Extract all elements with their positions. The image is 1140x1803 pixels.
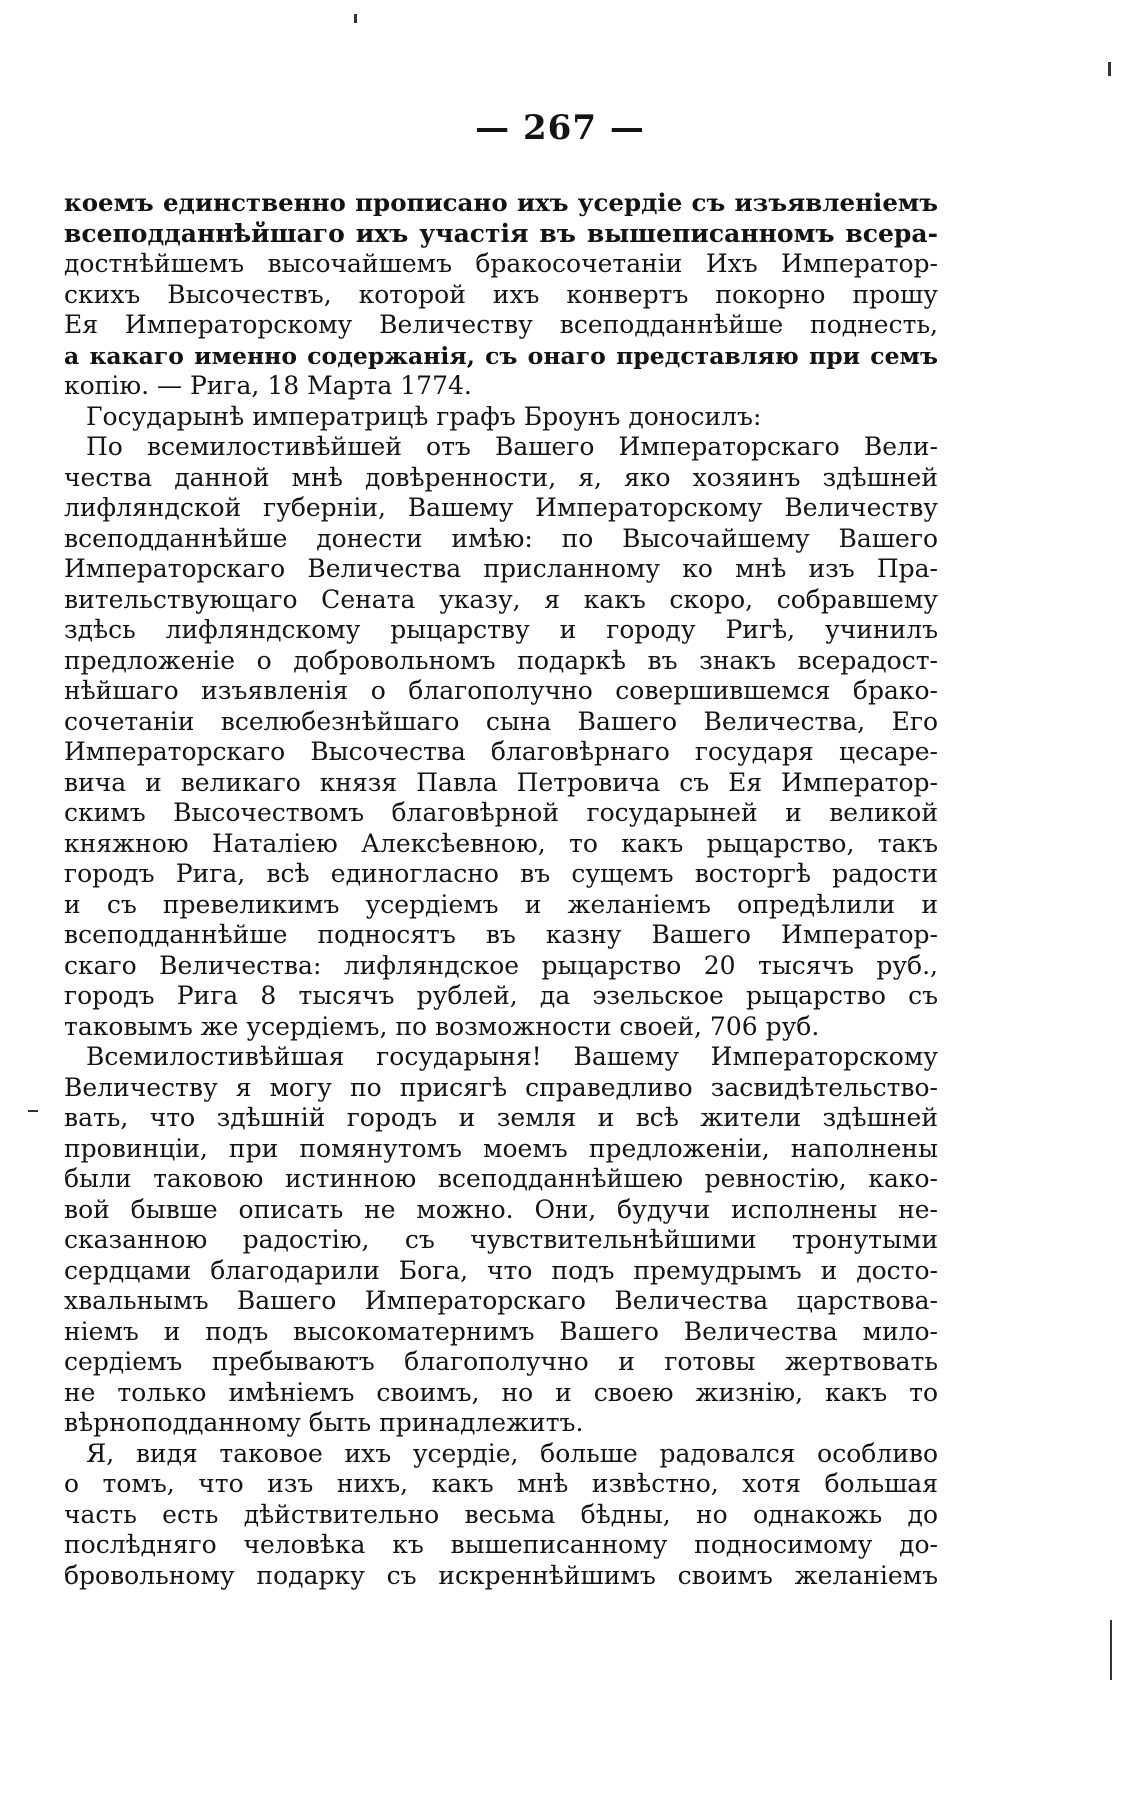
text-line: княжною Наталіею Алексѣевною, то какъ рыцарство, такъ xyxy=(64,828,938,858)
text-line: всеподданнѣйше подносятъ въ казну Вашего Император- xyxy=(64,920,938,949)
text-line: копію. — Рига, 18 Марта 1774. xyxy=(64,371,472,400)
scan-speck xyxy=(28,1110,38,1112)
text-line: вѣрноподданному быть принадлежитъ. xyxy=(64,1408,584,1437)
text-line: провинціи, при помянутомъ моемъ предложеніи, наполнены xyxy=(64,1133,938,1163)
text-line: сердцами благодарили Бога, что подъ премудрымъ и досто- xyxy=(64,1255,938,1285)
text-line: часть есть дѣйствительно весьма бѣдны, но однакожь до xyxy=(64,1499,938,1529)
text-line: Я, видя таковое ихъ усердіе, больше радовался особливо xyxy=(86,1438,938,1468)
page-number: — 267 — xyxy=(475,108,645,148)
scan-speck xyxy=(1110,1620,1112,1680)
text-line: всеподданнѣйше донести имѣю: по Высочайшему Вашего xyxy=(64,523,938,553)
text-line: городъ Рига 8 тысячъ рублей, да эзельское рыцарство съ xyxy=(64,981,938,1010)
text-line: вича и великаго князя Павла Петровича съ Ея Император- xyxy=(64,767,938,797)
text-line: скихъ Высочествъ, которой ихъ конвертъ покорно прошу xyxy=(64,279,938,309)
text-line: послѣдняго человѣка къ вышеписанному подносимому до- xyxy=(64,1530,938,1559)
text-line: сочетаніи вселюбезнѣйшаго сына Вашего Величества, Его xyxy=(64,706,938,736)
text-line: лифляндской губерніи, Вашему Императорскому Величеству xyxy=(64,493,938,522)
text-line: вать, что здѣшній городъ и земля и всѣ жители здѣшней xyxy=(64,1103,938,1132)
text-line: хвальнымъ Вашего Императорскаго Величества царствова- xyxy=(64,1286,938,1315)
text-line: Императорскаго Величества присланному ко мнѣ изъ Пра- xyxy=(64,554,938,583)
text-line: и съ превеликимъ усердіемъ и желаніемъ опредѣлили и xyxy=(64,889,938,919)
text-line: городъ Рига, всѣ единогласно въ сущемъ восторгѣ радости xyxy=(64,859,938,888)
text-line: По всемилостивѣйшей отъ Вашего Императорскаго Вели- xyxy=(86,432,938,461)
text-line: Государынѣ императрицѣ графъ Броунъ доносилъ: xyxy=(86,401,762,431)
text-line: нѣйшаго изъявленія о благополучно совершившемся брако- xyxy=(64,676,938,705)
text-line: сердіемъ пребываютъ благополучно и готовы жертвовать xyxy=(64,1347,938,1376)
text-line: ніемъ и подъ высокоматернимъ Вашего Величества мило- xyxy=(64,1316,938,1346)
text-line: скимъ Высочествомъ благовѣрной государыней и великой xyxy=(64,798,938,827)
text-line: Величеству я могу по присягѣ справедливо засвидѣтельство- xyxy=(64,1072,938,1102)
text-line: достнѣйшемъ высочайшемъ бракосочетаніи Ихъ Император- xyxy=(64,249,938,278)
text-line: вительствующаго Сената указу, я какъ скоро, собравшему xyxy=(64,584,938,614)
text-line: скаго Величества: лифляндское рыцарство 20 тысячъ руб., xyxy=(64,950,938,980)
text-line: коемъ единственно прописано ихъ усердіе съ изъявленіемъ xyxy=(64,188,938,217)
scan-speck xyxy=(1108,62,1111,76)
text-line: о томъ, что изъ нихъ, какъ мнѣ извѣстно, хотя большая xyxy=(64,1469,938,1498)
text-line: сказанною радостію, съ чувствительнѣйшими тронутыми xyxy=(64,1225,938,1254)
text-line: были таковою истинною всеподданнѣйшею ревностію, како- xyxy=(64,1164,938,1193)
text-line: бровольному подарку съ искреннѣйшимъ своимъ желаніемъ xyxy=(64,1560,938,1590)
body-text xyxy=(64,188,938,1591)
text-line: Всемилостивѣйшая государыня! Вашему Императорскому xyxy=(86,1042,938,1071)
text-line: предложеніе о добровольномъ подаркѣ въ знакъ всерадост- xyxy=(64,645,938,675)
text-line: таковымъ же усердіемъ, по возможности своей, 706 руб. xyxy=(64,1011,820,1041)
text-line: не только имѣніемъ своимъ, но и своею жизнію, какъ то xyxy=(64,1377,938,1407)
text-line: а какаго именно содержанія, съ онаго представляю при семъ xyxy=(64,341,938,370)
text-line: чества данной мнѣ довѣренности, я, яко хозяинъ здѣшней xyxy=(64,462,938,492)
text-line: Императорскаго Высочества благовѣрнаго государя цесаре- xyxy=(64,737,938,766)
scan-speck xyxy=(354,14,357,23)
text-line: всеподданнѣйшаго ихъ участія въ вышеписанномъ всера- xyxy=(64,218,938,248)
text-line: Ея Императорскому Величеству всеподданнѣйше поднесть, xyxy=(64,310,938,339)
text-line: вой бывше описать не можно. Они, будучи исполнены не- xyxy=(64,1194,938,1224)
text-line: здѣсь лифляндскому рыцарству и городу Ригѣ, учинилъ xyxy=(64,615,938,644)
